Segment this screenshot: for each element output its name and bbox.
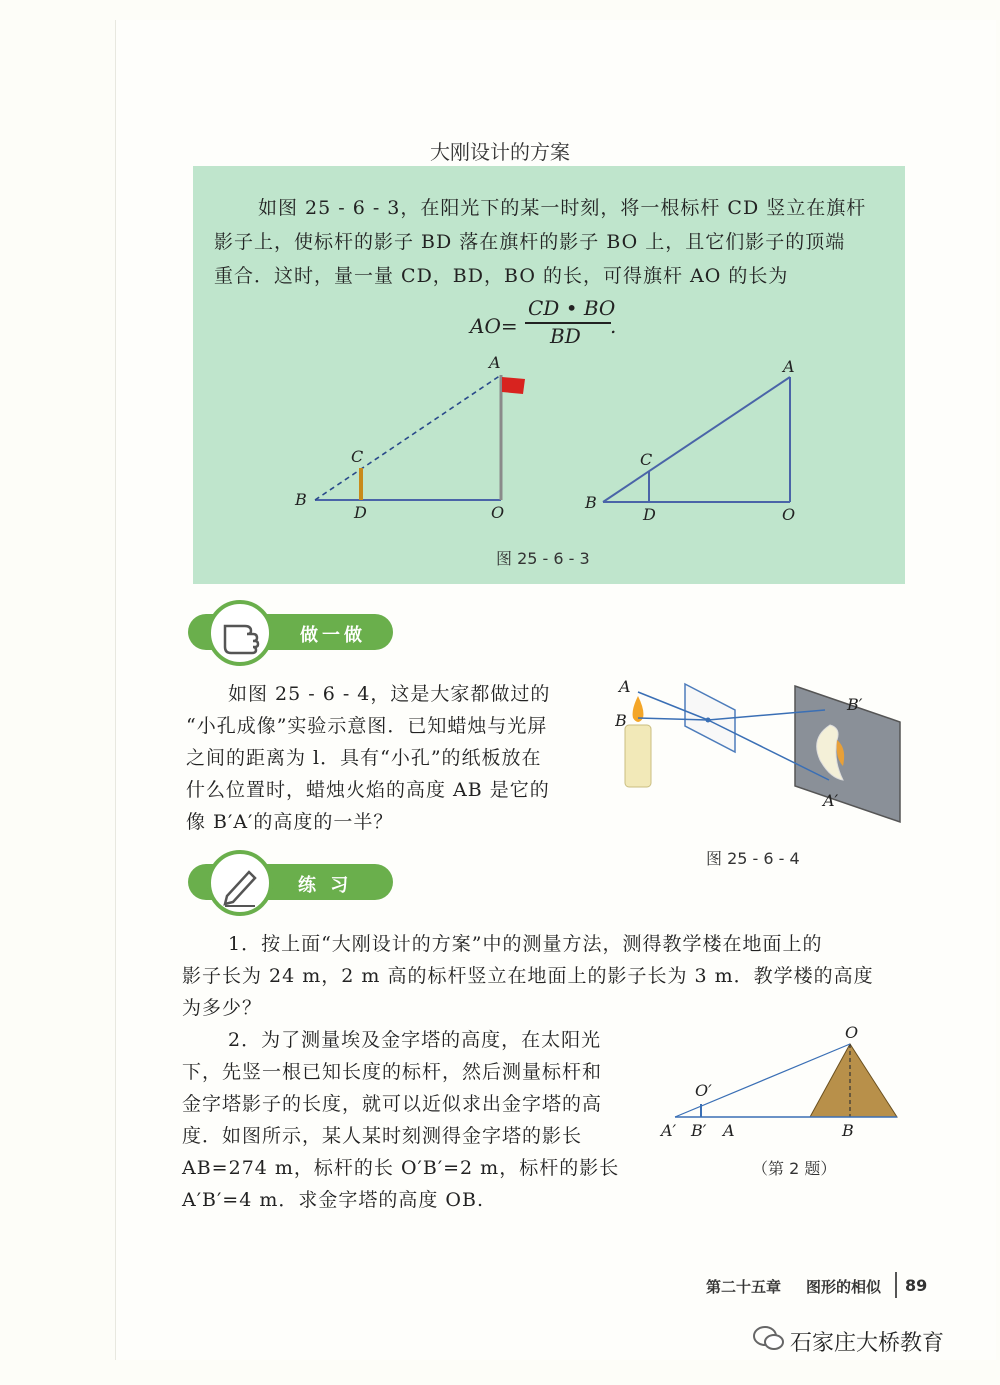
q2-line-2: 下，先竖一根已知长度的标杆，然后测量标杆和 [182, 1061, 603, 1083]
activity-line-4: 什么位置时，蜡烛火焰的高度 AB 是它的 [186, 779, 550, 801]
label-a-prime-pyr: A′ [661, 1121, 677, 1140]
activity-line-3: 之间的距离为 l．具有“小孔”的纸板放在 [186, 747, 542, 769]
hand-icon-circle [207, 600, 273, 666]
flag-icon [502, 377, 525, 394]
figure-25-6-3 [193, 350, 905, 540]
label-d-left: D [354, 503, 367, 522]
label-o-prime: O′ [695, 1081, 712, 1100]
page-number: 89 [905, 1276, 928, 1295]
label-b-right: B [585, 493, 597, 512]
activity-title: 做一做 [300, 625, 366, 646]
label-o-right: O [782, 505, 796, 524]
sun-ray-dashed [315, 375, 501, 500]
label-a-candle: A [619, 677, 631, 696]
pencil-icon-circle [207, 850, 273, 916]
footer-divider [895, 1272, 897, 1298]
q1-line-2: 影子长为 24 m，2 m 高的标杆竖立在地面上的影子长为 3 m．教学楼的高度 [182, 965, 874, 987]
q2-line-3: 金字塔影子的长度，就可以近似求出金字塔的高 [182, 1093, 603, 1115]
label-b-prime: B′ [847, 695, 863, 714]
formula-numerator: CD • BO [528, 296, 616, 320]
activity-line-5: 像 B′A′的高度的一半？ [186, 811, 394, 833]
footer-chapter: 第二十五章 [706, 1278, 782, 1296]
label-a-right: A [783, 357, 795, 376]
wechat-icon [752, 1324, 786, 1354]
activity-line-2: “小孔成像”实验示意图．已知蜡烛与光屏 [186, 715, 548, 737]
section-title: 大刚设计的方案 [430, 140, 570, 164]
label-b-left: B [295, 490, 307, 509]
pinhole [706, 718, 711, 723]
watermark-text: 石家庄大桥教育 [790, 1331, 945, 1356]
figure-25-6-4 [615, 670, 915, 840]
label-a-left: A [489, 353, 501, 372]
label-a-prime: A′ [823, 791, 839, 810]
activity-line-1: 如图 25 - 6 - 4，这是大家都做过的 [228, 683, 551, 705]
label-c-left: C [351, 447, 364, 466]
formula-end: . [610, 314, 617, 338]
pyramid-figure [655, 1022, 910, 1142]
intro-line-1: 如图 25 - 6 - 3，在阳光下的某一时刻，将一根标杆 CD 竖立在旗杆 [258, 197, 867, 219]
hand-icon [211, 604, 269, 662]
q2-line-5: AB=274 m，标杆的长 O′B′=2 m，标杆的影长 [182, 1157, 620, 1179]
footer-topic: 图形的相似 [806, 1278, 882, 1296]
intro-line-3: 重合．这时，量一量 CD，BD，BO 的长，可得旗杆 AO 的长为 [214, 265, 789, 287]
label-b-prime-pyr: B′ [691, 1121, 707, 1140]
label-a-pyr: A [723, 1121, 735, 1140]
label-d-right: D [643, 505, 656, 524]
q2-line-1: 2．为了测量埃及金字塔的高度，在太阳光 [228, 1029, 602, 1051]
label-b-candle: B [615, 711, 627, 730]
formula-lhs: AO= [470, 314, 518, 338]
figure-caption-q2: （第 2 题） [752, 1159, 837, 1178]
pencil-icon [211, 854, 269, 912]
exercise-title: 练 习 [298, 875, 353, 896]
candle [625, 725, 651, 787]
figure-caption-25-6-4: 图 25 - 6 - 4 [706, 849, 800, 868]
label-b-pyr: B [842, 1121, 854, 1140]
q2-line-4: 度．如图所示，某人某时刻测得金字塔的影长 [182, 1125, 583, 1147]
label-c-right: C [640, 450, 653, 469]
q1-line-3: 为多少？ [182, 997, 263, 1019]
q1-line-1: 1．按上面“大刚设计的方案”中的测量方法，测得教学楼在地面上的 [228, 933, 823, 955]
q2-line-6: A′B′=4 m．求金字塔的高度 OB. [182, 1189, 484, 1211]
formula-denominator: BD [550, 324, 581, 348]
label-o-left: O [491, 503, 505, 522]
label-o: O [845, 1023, 859, 1042]
hypotenuse-ab-right [603, 377, 790, 502]
figure-caption-25-6-3: 图 25 - 6 - 3 [496, 549, 590, 568]
intro-line-2: 影子上，使标杆的影子 BD 落在旗杆的影子 BO 上，且它们影子的顶端 [214, 231, 846, 253]
